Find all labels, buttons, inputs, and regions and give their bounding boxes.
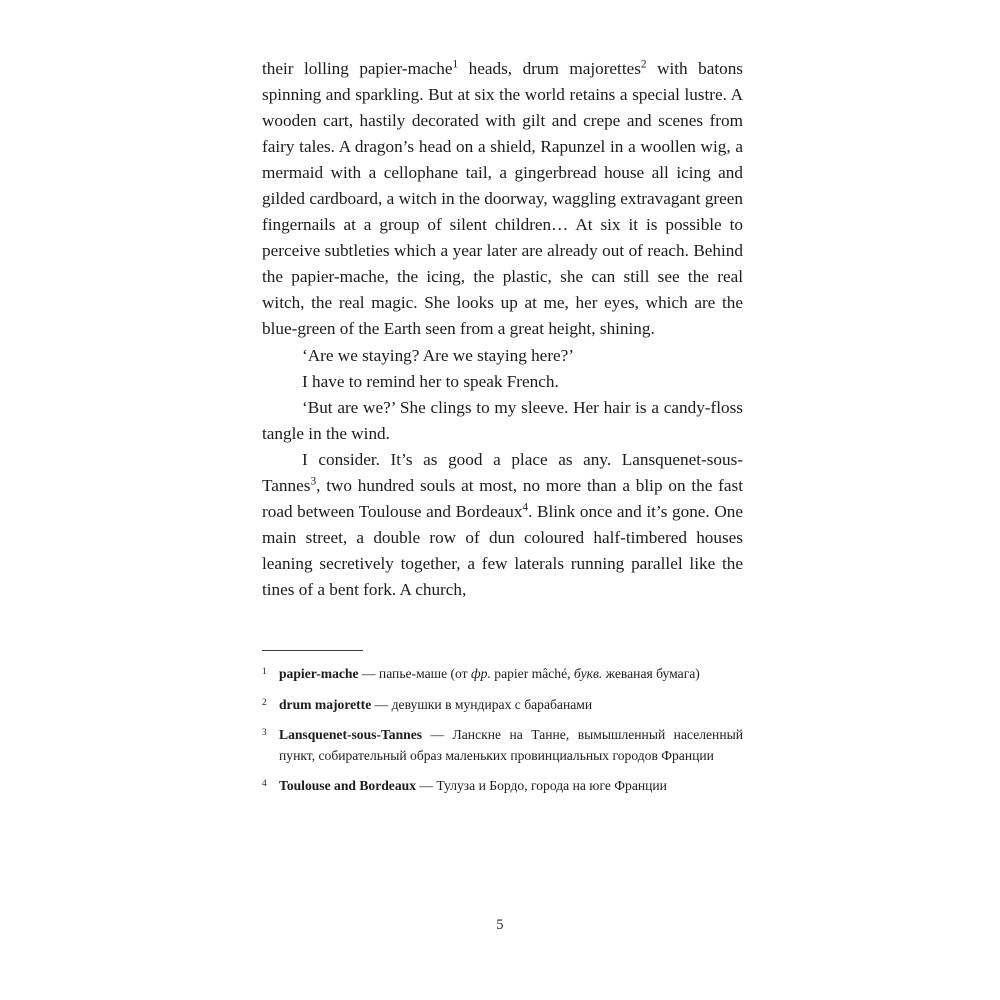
text-run: — девушки в мундирах с барабанами	[371, 696, 593, 712]
body-paragraph	[262, 447, 743, 603]
footnote-marker-1[interactable]: 1	[452, 58, 459, 71]
footnote-number: 1	[262, 667, 267, 677]
body-paragraph	[262, 395, 743, 447]
footnote-list	[262, 664, 743, 797]
footnote-number: 2	[262, 697, 267, 708]
body-paragraph	[262, 56, 743, 343]
footnote-term: papier-mache	[279, 666, 359, 681]
footnote-marker-3[interactable]: 3	[310, 475, 317, 488]
text-run: heads, drum majorettes	[458, 59, 641, 78]
text-run: — Ланскне на Танне, вымышленный населенный пункт, собирательный образ маленьких провинциальных городов Франции	[279, 727, 743, 763]
italic-abbreviation: букв.	[573, 666, 603, 681]
text-run: — Тулуза и Бордо, города на юге Франции	[416, 778, 667, 794]
body-paragraph	[262, 343, 743, 369]
footnote-number: 3	[262, 728, 267, 739]
footnote-separator-rule	[262, 650, 363, 651]
footnote-term: drum majorette	[279, 696, 372, 712]
text-run: , two hundred souls at most, no more than a blip on the fast road between Toulouse and Bordeaux	[262, 475, 743, 521]
footnote-marker-4[interactable]: 4	[522, 501, 529, 514]
text-run: — папье-маше (от	[358, 666, 472, 681]
text-run: ‘Are we staying? Are we staying here?’	[302, 345, 575, 365]
footnote-item	[262, 664, 743, 685]
text-run: ‘But are we?’ She clings to my sleeve. Her hair is a candy-floss tangle in the wind.	[262, 397, 743, 443]
footnotes-block	[262, 650, 743, 797]
text-run: I consider. It’s as good a place as any. Lansquenet-sous-Tannes	[262, 449, 743, 495]
text-run: . Blink once and it’s gone. One main street, a double row of dun coloured half-timbered houses leaning secretively together, a few laterals running parallel like the tines of a bent fork. A church,	[262, 501, 743, 599]
footnote-item	[262, 695, 743, 716]
text-run: papier mâché,	[490, 666, 574, 681]
footnote-number: 4	[262, 779, 267, 790]
italic-abbreviation: фр.	[471, 666, 491, 681]
body-text-block	[262, 56, 743, 603]
text-run: their lolling papier-mache	[262, 59, 453, 78]
footnote-item	[262, 725, 743, 766]
text-run: I have to remind her to speak French.	[302, 371, 559, 391]
text-run: жеваная бумага)	[602, 666, 700, 681]
footnote-term: Toulouse and Bordeaux	[279, 778, 416, 794]
footnote-item	[262, 776, 743, 797]
page-number: 5	[496, 917, 504, 933]
footnote-term: Lansquenet-sous-Tannes	[279, 727, 423, 743]
text-run: with batons spinning and sparkling. But at six the world retains a special lustre. A wooden cart, hastily decorated with gilt and crepe and scenes from fairy tales. A dragon’s head on a shield, Rapunzel in a woollen wig, a mermaid with a cellophane tail, a gingerbread house all icing and gilded cardboard, a witch in the doorway, waggling extravagant green fingernails at a group of silent children… At six it is possible to perceive subtleties which a year later are already out of reach. Behind the papier-mache, the icing, the plastic, she can still see the real witch, the real magic. She looks up at me, her eyes, which are the blue-green of the Earth seen from a great height, shining.	[262, 59, 743, 339]
footnote-marker-2[interactable]: 2	[640, 58, 647, 71]
body-paragraph	[262, 369, 743, 395]
